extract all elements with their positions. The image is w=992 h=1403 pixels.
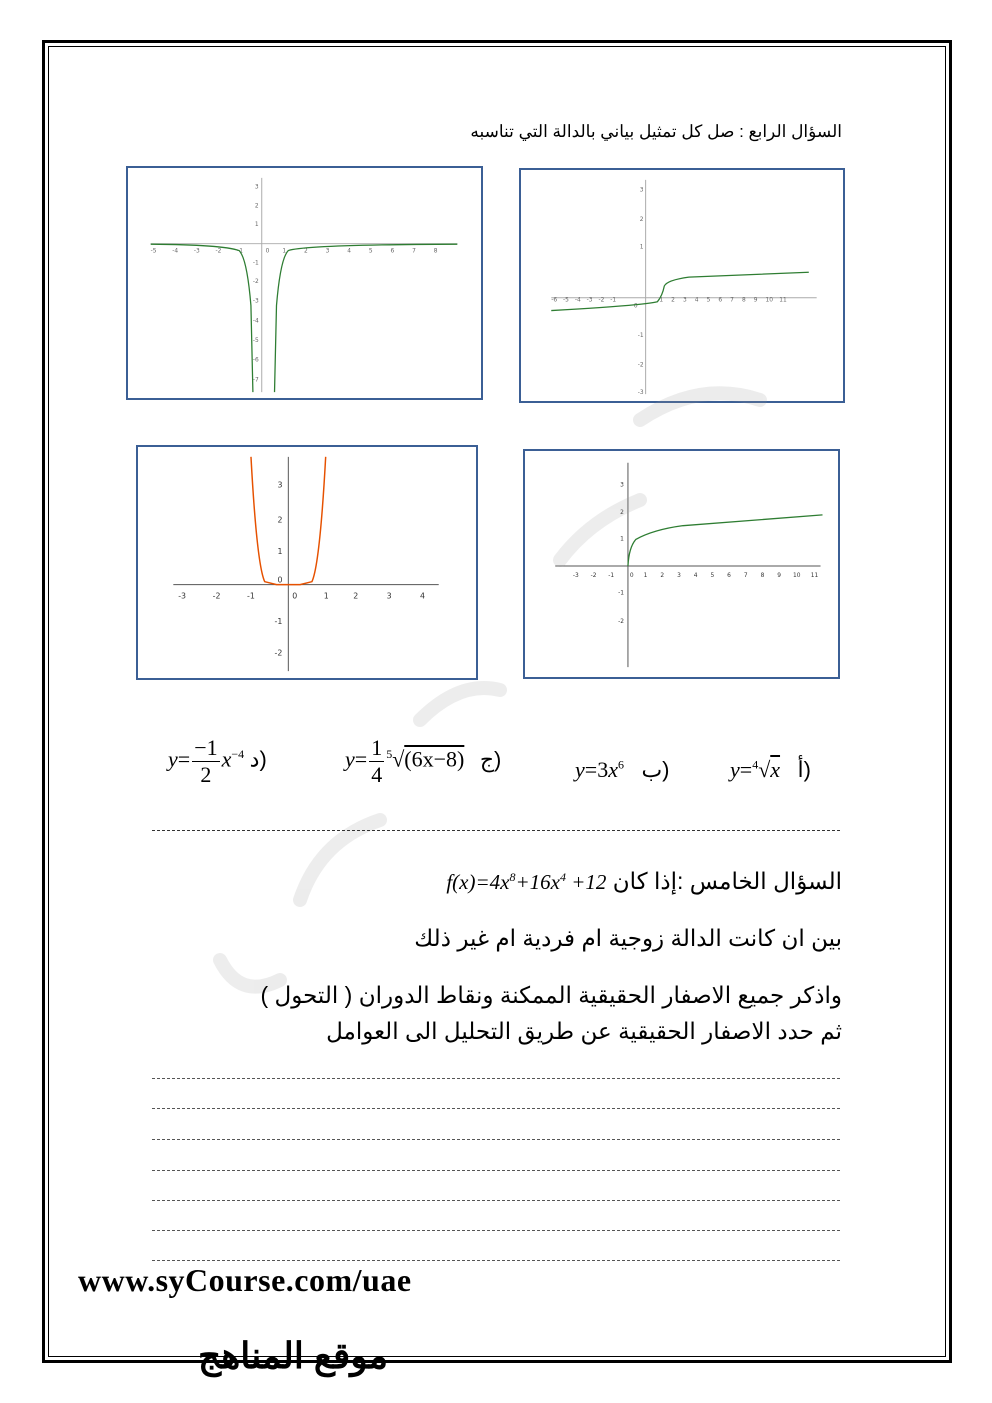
svg-text:-3: -3 [178,591,187,601]
svg-text:1: 1 [277,547,283,557]
svg-text:-4: -4 [172,248,179,255]
choice-c-root-index: 5 [386,747,393,762]
svg-text:3: 3 [386,591,392,601]
svg-text:-6: -6 [551,297,558,304]
svg-text:9: 9 [753,297,758,304]
svg-text:-2: -2 [274,648,283,658]
svg-text:5: 5 [710,572,715,579]
choice-a-radicand: x [770,757,781,782]
svg-text:6: 6 [727,572,731,579]
choice-d-num: −1 [194,735,218,760]
choice-b-exp: 6 [617,757,624,772]
svg-text:-2: -2 [590,572,597,579]
svg-text:-4: -4 [574,297,581,304]
answer-line[interactable] [152,1200,840,1201]
svg-text:-3: -3 [252,298,259,305]
svg-text:-2: -2 [212,591,221,601]
choice-d[interactable]: y= $\frac{-1}{2}$ $x^{-4}$ د) [168,735,267,787]
svg-text:8: 8 [433,248,438,255]
svg-text:-6: -6 [252,357,259,364]
choice-b-label: ب) [641,757,670,782]
svg-text:2: 2 [254,203,259,210]
choice-a[interactable]: y=$^4$√x أ) [730,757,811,782]
choice-c-radicand: (6x−8) [404,746,465,772]
svg-text:6: 6 [718,297,723,304]
choice-c-num: 1 [371,735,383,760]
choice-c-label: ج) [479,746,502,772]
svg-text:1: 1 [282,248,287,255]
svg-text:3: 3 [639,187,644,194]
choice-a-label: أ) [797,757,811,782]
svg-text:1: 1 [643,572,648,579]
graph-bottom-right-plot [525,451,838,677]
site-url-link[interactable]: www.syCourse.com/uae [78,1262,412,1298]
svg-text:2: 2 [277,515,283,525]
svg-text:-1: -1 [237,248,244,255]
svg-text:5: 5 [368,248,373,255]
graph-top-right[interactable] [519,168,845,403]
svg-text:1: 1 [639,244,644,251]
choice-d-exp: −4 [231,747,245,762]
svg-text:10: 10 [765,297,774,304]
svg-text:0: 0 [265,248,270,255]
svg-text:-5: -5 [252,337,259,344]
choice-c-den: 4 [371,762,383,787]
choice-d-den: 2 [200,762,212,787]
graph-bottom-right[interactable] [523,449,840,679]
graph-top-left-plot [128,168,481,398]
svg-text:2: 2 [671,297,675,304]
svg-text:-5: -5 [150,248,157,255]
svg-text:-1: -1 [608,572,615,579]
svg-text:9: 9 [777,572,782,579]
svg-text:-1: -1 [247,591,255,601]
function-choices [150,735,850,815]
svg-text:-3: -3 [193,248,200,255]
svg-text:3: 3 [682,297,687,304]
svg-text:11: 11 [810,572,819,579]
answer-line[interactable] [152,1139,840,1140]
answer-line[interactable] [152,1170,840,1171]
svg-text:7: 7 [412,248,416,255]
svg-text:-2: -2 [252,279,259,285]
svg-text:3: 3 [620,482,624,489]
svg-text:4: 4 [420,591,426,601]
svg-text:4: 4 [694,297,699,304]
svg-text:1: 1 [323,591,329,601]
svg-text:1: 1 [254,221,259,228]
svg-text:-5: -5 [563,297,569,304]
svg-text:3: 3 [677,572,681,579]
svg-text:-1: -1 [252,260,259,267]
question5-line3: واذكر جميع الاصفار الحقيقية الممكنة ونقاط الدوران ( التحول ) [260,982,842,1008]
svg-text:-3: -3 [586,297,593,304]
answer-line[interactable] [152,1230,840,1231]
svg-text:8: 8 [760,572,765,579]
graph-bottom-left[interactable] [136,445,478,680]
svg-text:0: 0 [277,575,283,585]
answer-line[interactable] [152,1108,840,1109]
question5-line4: ثم حدد الاصفار الحقيقية عن طريق التحليل الى العوامل [326,1018,842,1044]
svg-text:4: 4 [693,572,698,579]
question5-intro-line [446,868,842,895]
svg-text:0: 0 [633,303,638,310]
svg-text:-4: -4 [252,318,259,325]
question5-formula: $f(x)=4x^8+16x^4 +12$ [446,870,607,894]
svg-text:-7: -7 [252,377,259,384]
svg-text:7: 7 [730,297,734,304]
svg-text:3: 3 [325,248,330,255]
graph-bottom-left-plot [138,447,476,678]
svg-text:-2: -2 [598,297,605,304]
svg-text:2: 2 [304,248,308,255]
svg-text:5: 5 [706,297,711,304]
svg-text:-2: -2 [618,618,624,625]
svg-text:-2: -2 [215,248,222,255]
svg-text:-1: -1 [618,590,624,597]
graph-top-right-plot [521,170,843,401]
svg-text:-1: -1 [610,297,617,304]
svg-text:-1: -1 [637,333,644,340]
choice-c[interactable]: y= $\frac{1}{4}$ $^5$√(6x−8) ج) [345,735,502,787]
question5-line2: بين ان كانت الدالة زوجية ام فردية ام غير ذلك [414,925,842,951]
choice-d-label: د) [249,746,267,772]
svg-text:0: 0 [629,572,634,579]
choice-b[interactable]: $y=3x^6$ ب) [575,757,670,782]
svg-text:4: 4 [347,248,352,255]
answer-line[interactable] [152,1078,840,1079]
svg-text:11: 11 [779,297,787,304]
choice-a-root-index: 4 [752,757,759,772]
site-name: موقع المناهج [198,1335,389,1376]
svg-text:3: 3 [277,480,283,490]
svg-text:2: 2 [353,591,359,601]
svg-text:1: 1 [620,536,624,543]
question5-intro: السؤال الخامس :إذا كان [612,868,842,894]
svg-text:-3: -3 [572,572,579,579]
svg-text:10: 10 [793,572,801,579]
svg-text:-2: -2 [637,362,644,369]
svg-text:0: 0 [292,591,298,601]
svg-text:7: 7 [743,572,748,579]
answer-line[interactable] [152,1260,840,1261]
svg-text:3: 3 [254,184,259,191]
graph-top-left[interactable] [126,166,483,400]
svg-text:1: 1 [659,297,664,304]
svg-text:2: 2 [639,217,644,224]
svg-text:2: 2 [660,572,665,579]
svg-text:-1: -1 [274,616,283,626]
section-divider [152,830,840,831]
choice-b-coef: 3 [597,757,609,782]
question4-title: السؤال الرابع : صل كل تمثيل بياني بالدالة التي تناسبه [470,122,842,141]
svg-text:8: 8 [741,297,746,304]
svg-text:6: 6 [390,248,395,255]
svg-text:2: 2 [620,509,624,516]
svg-text:-3: -3 [637,390,644,397]
